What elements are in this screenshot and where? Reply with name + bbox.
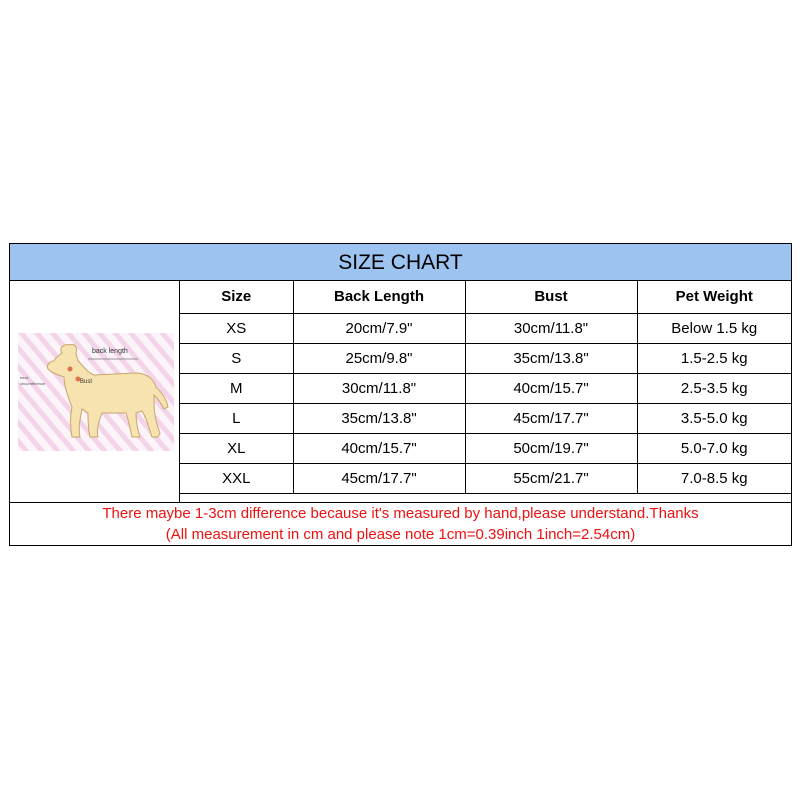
table-cell: XL [180, 433, 293, 463]
table-cell: 30cm/11.8" [293, 373, 465, 403]
column-header: Bust [465, 281, 637, 313]
column-header: Back Length [293, 281, 465, 313]
table-cell: M [180, 373, 293, 403]
table-cell: 3.5-5.0 kg [637, 403, 791, 433]
table-row [180, 373, 791, 403]
table-cell: 20cm/7.9" [293, 313, 465, 343]
bust-label: Bust [80, 379, 93, 385]
size-chart [9, 243, 792, 546]
table-row [180, 463, 791, 493]
table-cell: 40cm/15.7" [293, 433, 465, 463]
table-cell: 35cm/13.8" [293, 403, 465, 433]
table-cell: 7.0-8.5 kg [637, 463, 791, 493]
table-cell: XXL [180, 463, 293, 493]
dog-measurement-illustration [18, 333, 174, 451]
table-row [180, 343, 791, 373]
chart-title: SIZE CHART [10, 244, 791, 281]
back-length-label: back length [92, 348, 128, 355]
table-cell: 50cm/19.7" [465, 433, 637, 463]
table-cell: S [180, 343, 293, 373]
column-header: Pet Weight [637, 281, 791, 313]
table-cell: 45cm/17.7" [465, 403, 637, 433]
table-row [180, 403, 791, 433]
table-cell: 5.0-7.0 kg [637, 433, 791, 463]
table-row [180, 433, 791, 463]
table-row [180, 313, 791, 343]
measurement-note [10, 502, 791, 545]
dog-illustration-cell [10, 281, 180, 502]
table-cell: 40cm/15.7" [465, 373, 637, 403]
neck-label-2: circumference [20, 381, 46, 386]
table-cell: 30cm/11.8" [465, 313, 637, 343]
table-header-row [180, 281, 791, 313]
table-cell: 25cm/9.8" [293, 343, 465, 373]
table-cell: 2.5-3.5 kg [637, 373, 791, 403]
size-table [180, 281, 791, 494]
table-cell: L [180, 403, 293, 433]
table-cell: 1.5-2.5 kg [637, 343, 791, 373]
table-cell: 55cm/21.7" [465, 463, 637, 493]
note-line-difference: There maybe 1-3cm difference because it's measured by hand,please understand.Thanks [102, 505, 699, 522]
column-header: Size [180, 281, 293, 313]
neck-marker [68, 367, 73, 372]
neck-label-1: neck [20, 375, 29, 380]
table-cell: 45cm/17.7" [293, 463, 465, 493]
note-line-conversion: (All measurement in cm and please note 1cm=0.39inch 1inch=2.54cm) [165, 526, 636, 543]
table-cell: XS [180, 313, 293, 343]
table-cell: 35cm/13.8" [465, 343, 637, 373]
table-cell: Below 1.5 kg [637, 313, 791, 343]
